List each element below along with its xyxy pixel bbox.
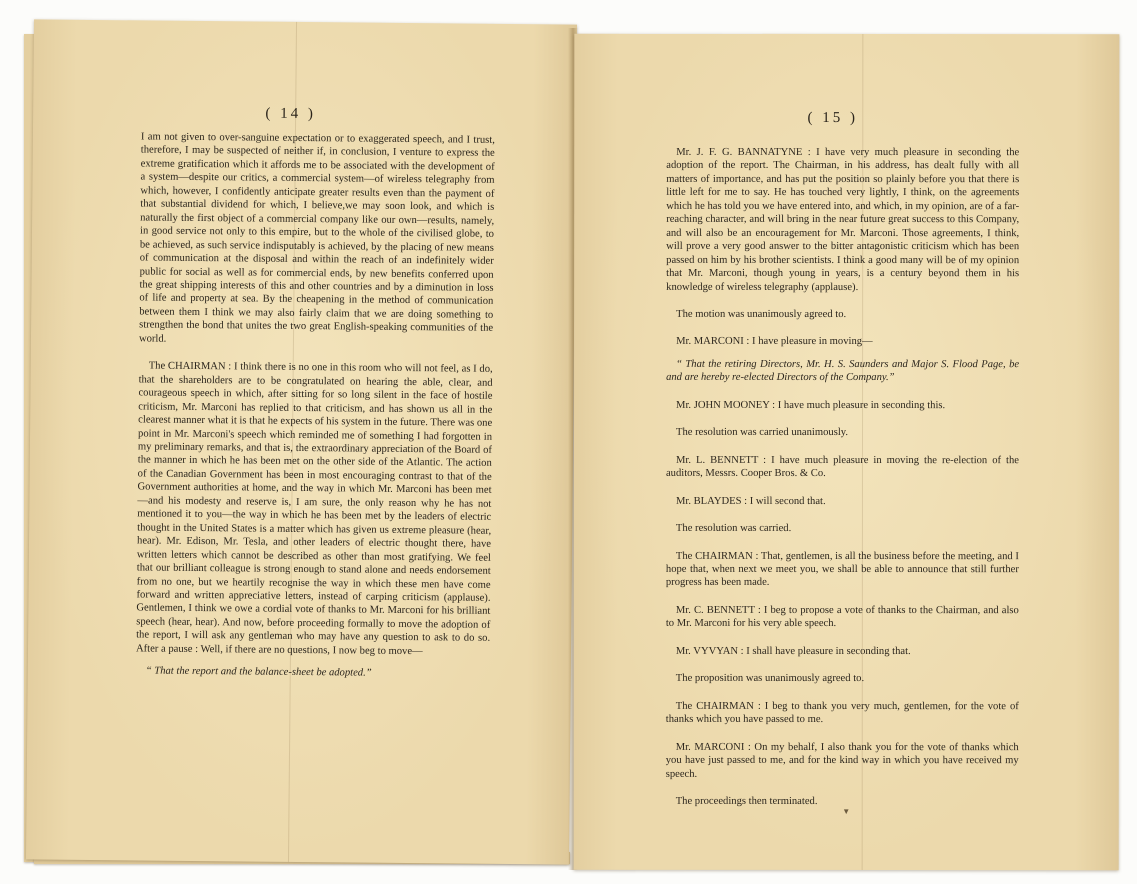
signature-mark: ▼	[842, 806, 851, 817]
right-page	[574, 34, 1120, 870]
paragraph: The resolution was carried unanimously.	[676, 427, 849, 439]
paragraph: Mr. L. BENNETT : I have much pleasure in moving the re-election of the auditors, Messrs. Cooper Bros. & Co.	[665, 454, 1019, 480]
paragraph: Mr. J. F. G. BANNATYNE : I have very much pleasure in seconding the adoption of the report. The Chairman, in his address, has dealt fully with all matters of importance, and has put the position so plainly before you that there is little left for me to say. He has touched very lightly, I think, on the agreements which he has told you we have entered into, and which, in my opinion, are of a far-reaching character, and will bring in the near future great success to this Company, and will also be an encouragement for Mr. Marconi. Those agreements, I think, will prove a very good answer to the bitter antagonistic criticism which has been passed on him by his brother scientists. I think a good many will be of my opinion that Mr. Marconi, though young in years, is a century beyond them in his knowledge of wireless telegraphy (applause).	[666, 146, 1020, 293]
paragraph: The CHAIRMAN : I think there is no one in this room who will not feel, as I do, that the shareholders are to be congratulated on hearing the able, clear, and courageous speech in which, after sitting for so long silent in the face of hostile criticism, Mr. Marconi has replied to that criticism, and has shown us all in the clearest manner what it is that he expects of his system in the future. There was one point in Mr. Marconi's speech which reminded me of something I had forgotten in my preliminary remarks, and that is, the extraordinary appreciation of the Board of the manner in which he has been met on the other side of the Atlantic. The action of the Canadian Government has been in most encouraging contrast to that of the Government authorities at home, and the way in which Mr. Marconi has been met—and his modesty and reserve is, I am sure, the only reason why he has not mentioned it to you—the way in which he has been met by the leaders of electric thought in the United States is a matter which has given us extreme pleasure (hear, hear). Mr. Edison, Mr. Tesla, and other leaders of electric thought there, have written letters which cannot be described as other than most gratifying. We feel that our brilliant colleague is strong enough to stand alone and needs endorsement from no one, but we heartily recognise the way in which these men have come forward and written appreciative letters, instead of carping criticism (applause). Gentlemen, I think we owe a cordial vote of thanks to Mr. Marconi for his brilliant speech (hear, hear). And now, before proceeding formally to move the adoption of the report, I will ask any gentleman who may have any question to ask to do so. After a pause : Well, if there are no questions, I now beg to move—	[135, 360, 493, 657]
paragraph: The motion was unanimously agreed to.	[676, 308, 847, 320]
resolution-quote: “ That the retiring Directors, Mr. H. S. Saunders and Major S. Flood Page, be and are hereby re-elected Directors of the Company.”	[666, 358, 1020, 384]
left-page-text	[136, 130, 495, 681]
paragraph: Mr. MARCONI : I have pleasure in moving—	[676, 336, 873, 348]
left-page-number: ( 14 )	[265, 105, 316, 123]
paragraph: The CHAIRMAN : I beg to thank you very much, gentlemen, for the vote of thanks which you have passed to me.	[665, 700, 1019, 726]
paragraph: Mr. MARCONI : On my behalf, I also thank you for the vote of thanks which you have just passed to me, and for the kind way in which you have received my speech.	[665, 741, 1019, 780]
right-page-text	[666, 146, 1020, 809]
right-page-number: ( 15 )	[807, 109, 859, 127]
left-page	[26, 19, 577, 864]
resolution-quote: “ That the report and the balance-sheet be adopted.”	[145, 665, 372, 679]
paragraph: The proposition was unanimously agreed to.	[675, 673, 865, 685]
paragraph: Mr. VYVYAN : I shall have pleasure in seconding that.	[675, 645, 911, 657]
paragraph: Mr. C. BENNETT : I beg to propose a vote of thanks to the Chairman, and also to Mr. Marconi for his very able speech.	[665, 604, 1019, 630]
paragraph: The CHAIRMAN : That, gentlemen, is all the business before the meeting, and I hope that, when next we meet you, we shall be able to announce that still further progress has been made.	[665, 550, 1019, 589]
paragraph: The proceedings then terminated.	[675, 795, 818, 807]
paragraph: I am not given to over-sanguine expectation or to exaggerated speech, and I trust, therefore, I may be suspected of neither if, in conclusion, I venture to express the extreme gratification which it affords me to be associated with the development of a system—despite our critics, a commercial system—of wireless telegraphy from which, however, I confidently anticipate greater results even than the payment of that substantial dividend for which, I believe,we may soon look, and which is naturally the first object of a commercial company like our own—results, namely, in good service not only to this empire, but to the whole of the civilised globe, to be achieved, as such service indisputably is achieved, by the placing of new means of communication at the disposal and within the reach of an indefinitely wider public for social as well as for commercial ends, by new benefits conferred upon the great shipping interests of this and other countries and by a diminution in loss of life and property at sea. By the cheapening in the method of communication between them I think we may also fairly claim that we are doing something to strengthen the bond that unites the two great English-speaking communities of the world.	[138, 131, 495, 345]
paragraph: Mr. JOHN MOONEY : I have much pleasure in seconding this.	[676, 399, 946, 411]
paragraph: The resolution was carried.	[675, 522, 792, 535]
paragraph: Mr. BLAYDES : I will second that.	[675, 495, 826, 507]
